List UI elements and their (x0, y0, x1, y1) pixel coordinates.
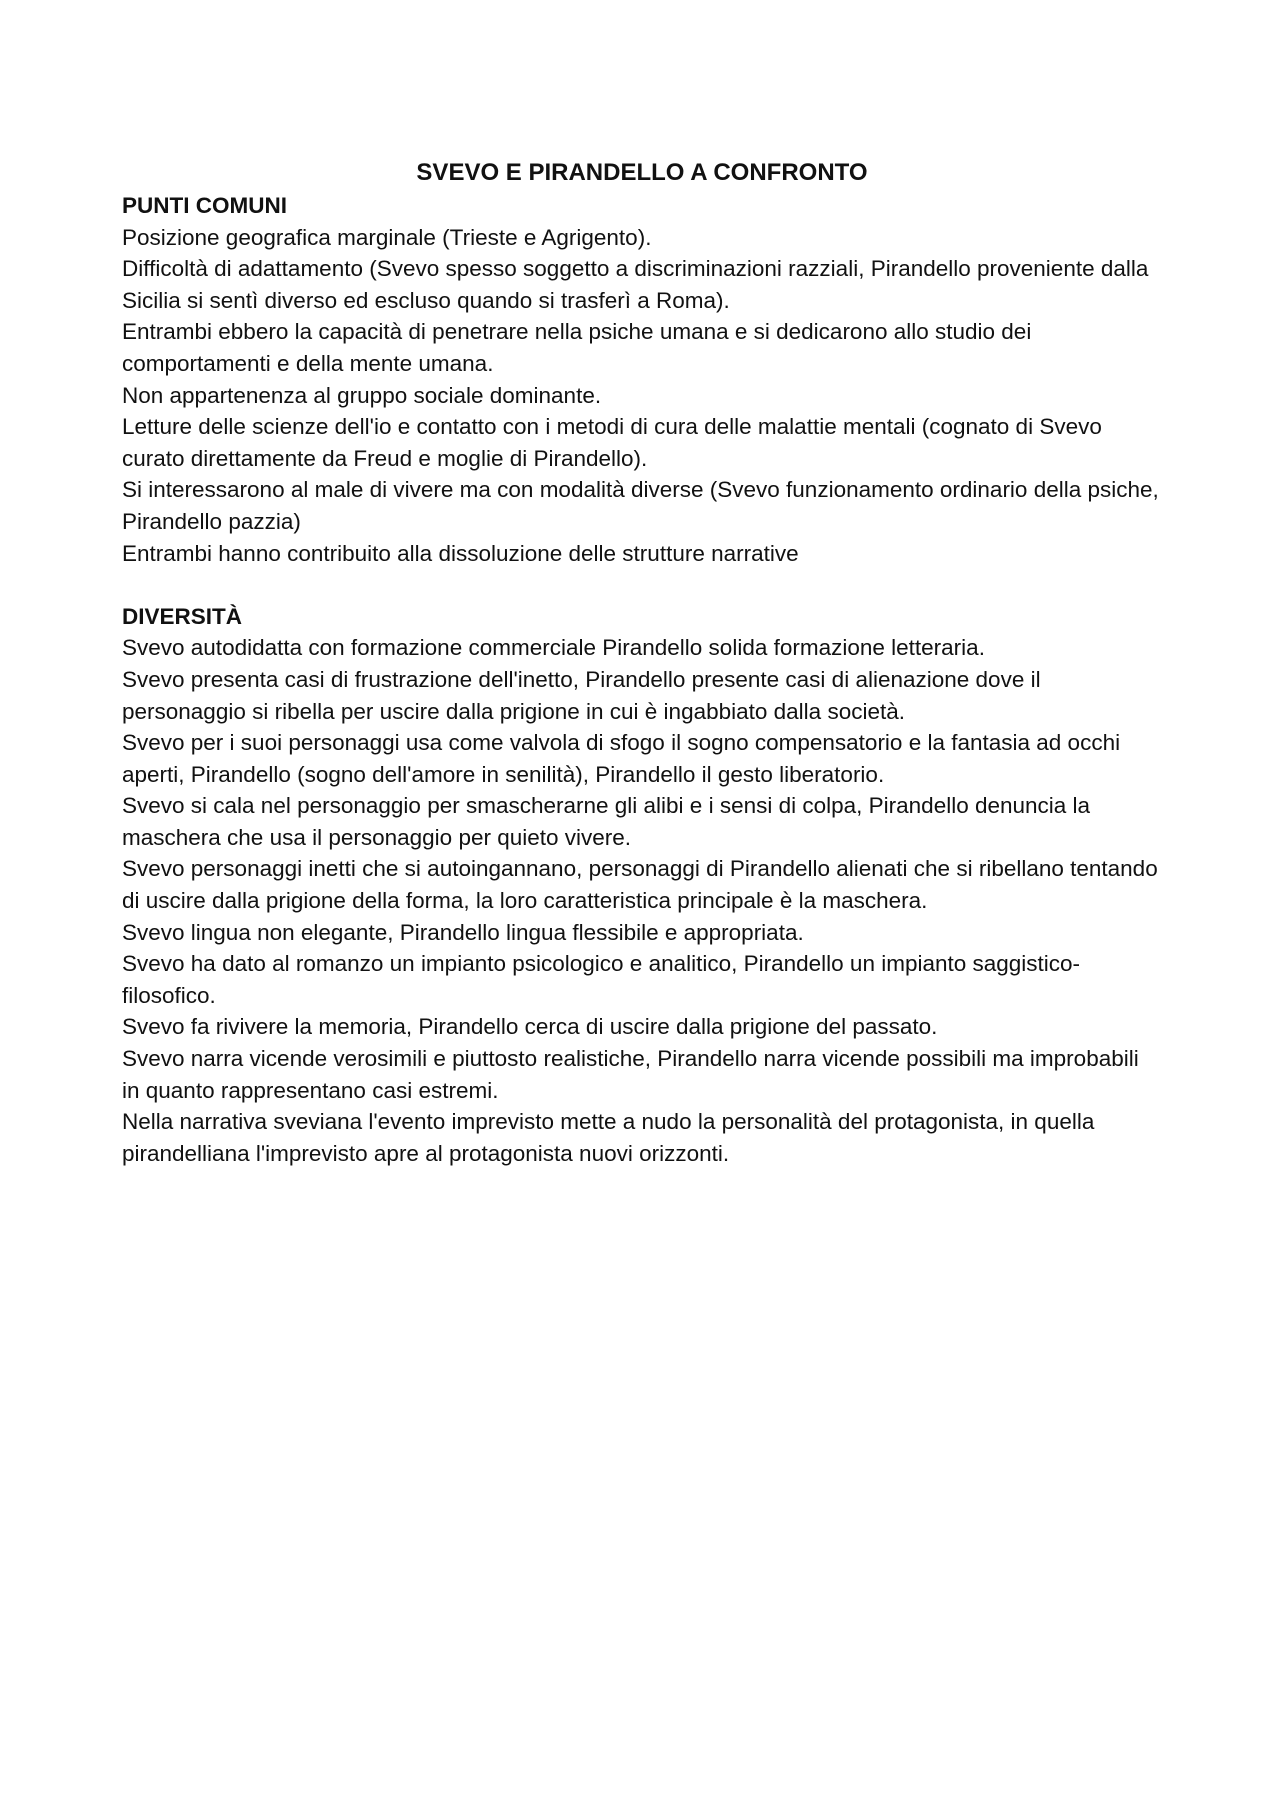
paragraph: Svevo ha dato al romanzo un impianto psicologico e analitico, Pirandello un impianto saggistico-filosofico. (122, 951, 1081, 1008)
document-title: SVEVO E PIRANDELLO A CONFRONTO (416, 159, 868, 186)
paragraph: Entrambi ebbero la capacità di penetrare nella psiche umana e si dedicarono allo studio dei comportamenti e della mente umana. (122, 319, 1032, 376)
section-heading-diversita: DIVERSITÀ (122, 603, 243, 629)
paragraph: Letture delle scienze dell'io e contatto con i metodi di cura delle malattie mentali (cognato di Svevo curato direttamente da Freud e moglie di Pirandello). (122, 414, 1102, 471)
paragraph: Si interessarono al male di vivere ma con modalità diverse (Svevo funzionamento ordinario della psiche, Pirandello pazzia) (122, 477, 1159, 534)
paragraph: Svevo presenta casi di frustrazione dell'inetto, Pirandello presente casi di alienazione dove il personaggio si ribella per uscire dalla prigione in cui è ingabbiato dalla società. (122, 666, 1041, 724)
paragraph: Svevo per i suoi personaggi usa come valvola di sfogo il sogno compensatorio e la fantasia ad occhi aperti, Pirandello (sogno dell'amore in senilità), Pirandello il gesto liberatorio. (122, 730, 1121, 787)
document-body (122, 156, 1162, 1169)
paragraph: Non appartenenza al gruppo sociale dominante. (122, 382, 602, 408)
paragraph: Nella narrativa sveviana l'evento imprevisto mette a nudo la personalità del protagonista, in quella pirandelliana l'imprevisto apre al protagonista nuovi orizzonti. (122, 1109, 1095, 1166)
paragraph: Difficoltà di adattamento (Svevo spesso soggetto a discriminazioni razziali, Pirandello proveniente dalla Sicilia si sentì diverso ed escluso quando si trasferì a Roma). (122, 256, 1149, 313)
paragraph: Svevo si cala nel personaggio per smascherarne gli alibi e i sensi di colpa, Pirandello denuncia la maschera che usa il personaggio per quieto vivere. (122, 793, 1091, 850)
paragraph: Svevo autodidatta con formazione commerciale Pirandello solida formazione letteraria. (122, 635, 985, 661)
paragraph: Svevo narra vicende verosimili e piuttosto realistiche, Pirandello narra vicende possibili ma improbabili in quanto rappresentano casi estremi. (122, 1046, 1139, 1103)
paragraph: Entrambi hanno contribuito alla dissoluzione delle strutture narrative (122, 540, 799, 566)
paragraph: Svevo lingua non elegante, Pirandello lingua flessibile e appropriata. (122, 919, 804, 945)
paragraph: Svevo fa rivivere la memoria, Pirandello cerca di uscire dalla prigione del passato. (122, 1014, 938, 1040)
section-heading-punti-comuni: PUNTI COMUNI (122, 193, 287, 218)
paragraph: Posizione geografica marginale (Trieste e Agrigento). (122, 224, 652, 250)
section-spacer (122, 569, 1162, 601)
paragraph: Svevo personaggi inetti che si autoingannano, personaggi di Pirandello alienati che si ribellano tentando di uscire dalla prigione della forma, la loro caratteristica principale è la maschera. (122, 856, 1158, 914)
